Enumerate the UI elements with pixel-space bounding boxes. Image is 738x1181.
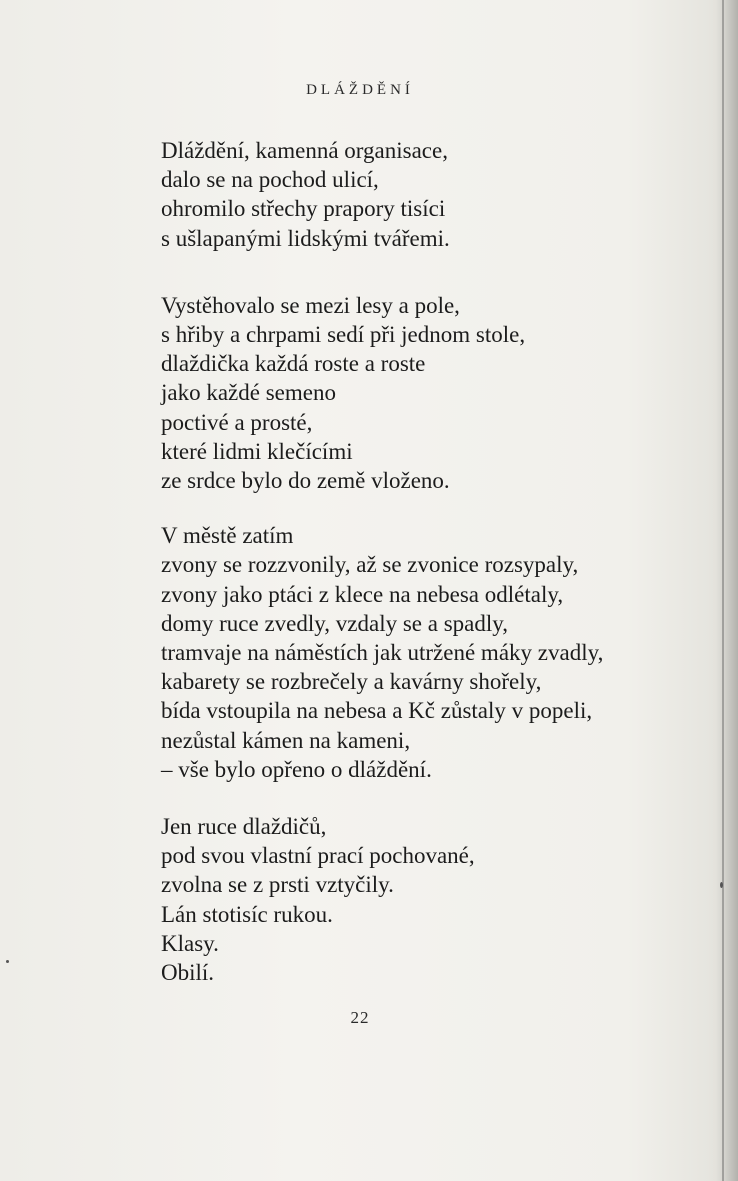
poem-line: bída vstoupila na nebesa a Kč zůstaly v popeli, xyxy=(161,698,593,724)
stanza-4 xyxy=(161,812,661,987)
poem-line: které lidmi klečícími xyxy=(161,438,353,464)
poem-line: kabarety se rozbrečely a kavárny shořely, xyxy=(161,669,542,695)
paper-speck xyxy=(720,882,723,888)
poem-line: dalo se na pochod ulicí, xyxy=(161,167,379,193)
poem-line: zvolna se z prsti vztyčily. xyxy=(161,872,394,898)
poem-line: s ušlapanými lidskými tvářemi. xyxy=(161,225,450,251)
page-number: 22 xyxy=(350,1008,370,1027)
poem-line: domy ruce zvedly, vzdaly se a spadly, xyxy=(161,610,509,636)
poem-line: ohromilo střechy prapory tisíci xyxy=(161,196,446,222)
poem-line: Klasy. xyxy=(161,930,219,956)
poem xyxy=(161,136,661,987)
page-edge-line xyxy=(722,0,724,1181)
page-edge-shadow xyxy=(716,0,738,1181)
poem-line: ze srdce bylo do země vloženo. xyxy=(161,468,450,494)
poem-line: V městě zatím xyxy=(161,523,294,549)
poem-line: Lán stotisíc rukou. xyxy=(161,901,333,927)
poem-line: jako každé semeno xyxy=(161,380,336,406)
paper-speck xyxy=(6,960,9,963)
poem-line: zvony jako ptáci z klece na nebesa odlétaly, xyxy=(161,581,564,607)
stanza-1 xyxy=(161,136,661,253)
poem-line: tramvaje na náměstích jak utržené máky zvadly, xyxy=(161,640,604,666)
poem-line: dlaždička každá roste a roste xyxy=(161,351,426,377)
poem-line: s hřiby a chrpami sedí při jednom stole, xyxy=(161,322,526,348)
poem-line: Vystěhovalo se mezi lesy a pole, xyxy=(161,292,460,318)
poem-line: zvony se rozzvonily, až se zvonice rozsypaly, xyxy=(161,552,579,578)
poem-line: poctivé a prosté, xyxy=(161,409,313,435)
page-title: DLÁŽDĚNÍ xyxy=(306,82,414,98)
poem-line: – vše bylo opřeno o dláždění. xyxy=(161,756,432,782)
poem-line: nezůstal kámen na kameni, xyxy=(161,727,411,753)
stanza-3 xyxy=(161,521,661,784)
poem-line: pod svou vlastní prací pochované, xyxy=(161,843,475,869)
stanza-2 xyxy=(161,291,661,495)
poem-line: Obilí. xyxy=(161,960,215,986)
poem-line: Dláždění, kamenná organisace, xyxy=(161,138,448,163)
poem-line: Jen ruce dlaždičů, xyxy=(161,814,327,840)
